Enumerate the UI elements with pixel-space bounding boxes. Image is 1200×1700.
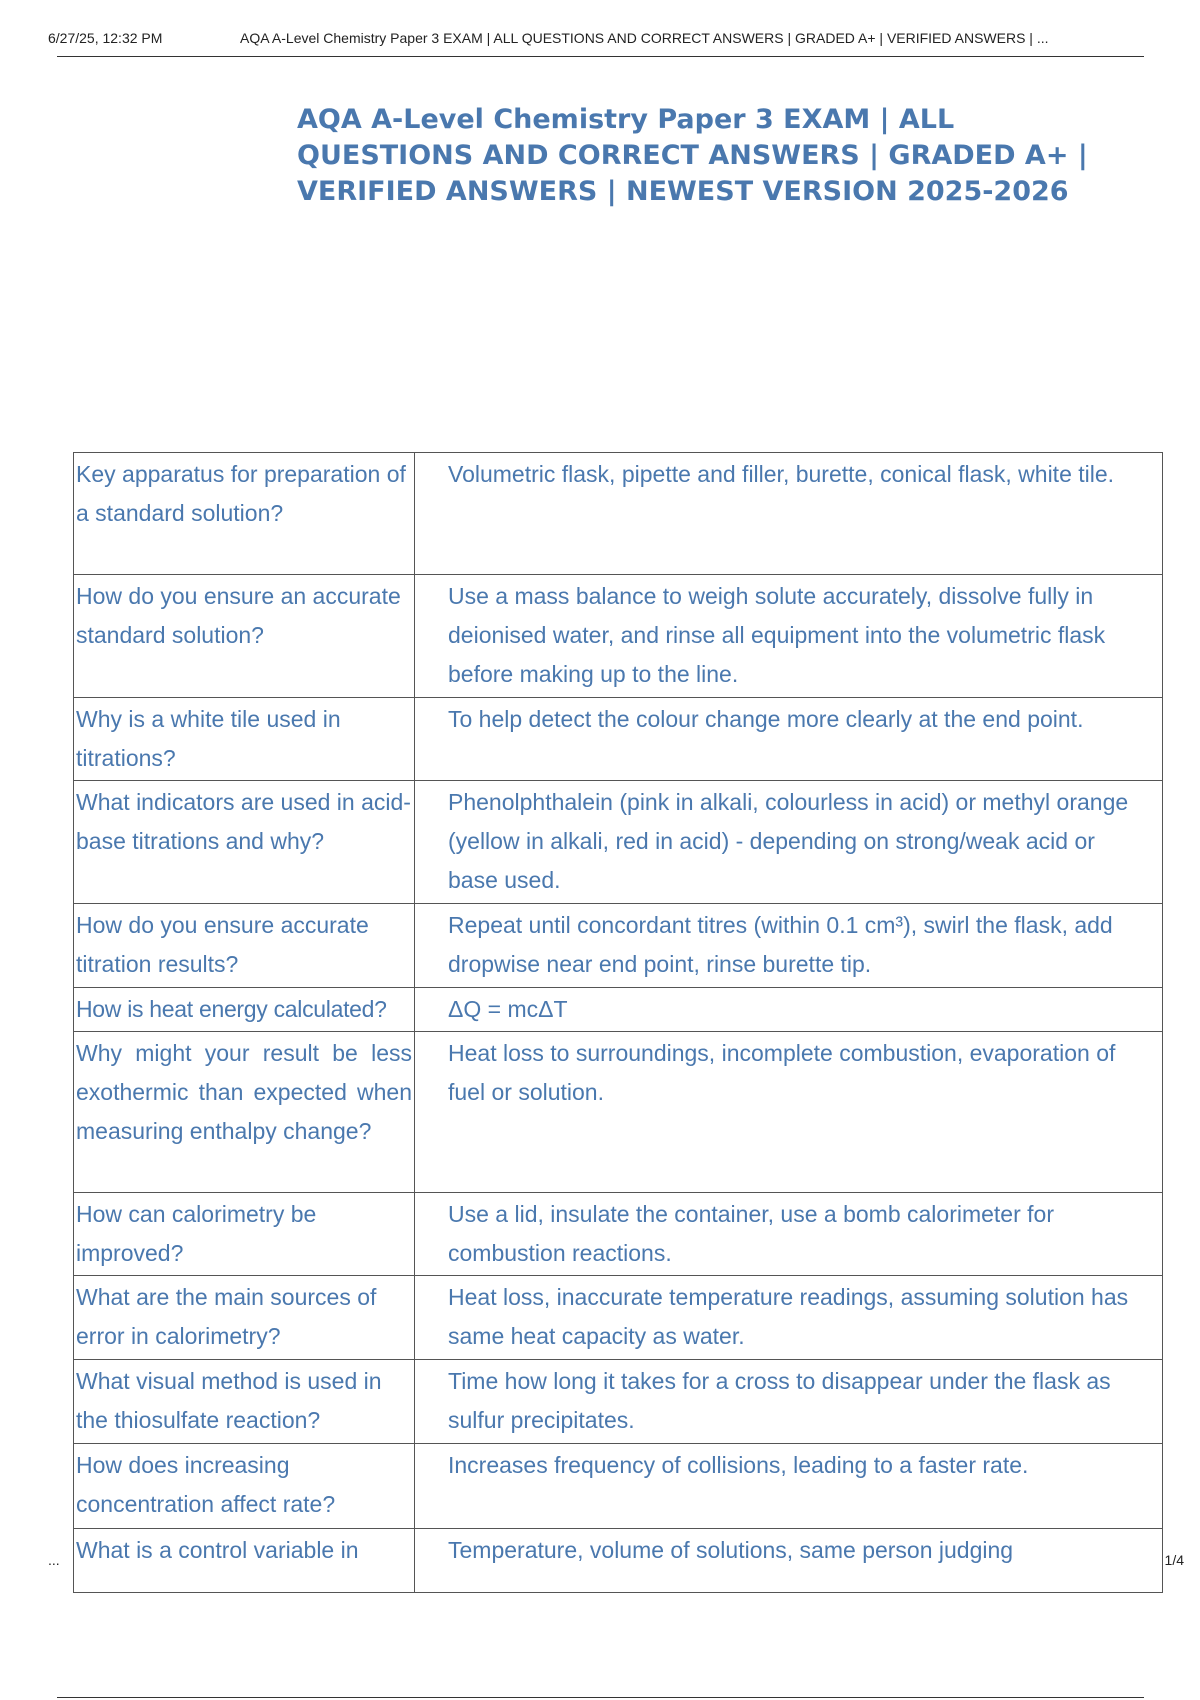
table-row (74, 698, 1163, 781)
question-cell: What are the main sources of error in calorimetry? (74, 1276, 415, 1360)
answer-cell: ΔQ = mcΔT (415, 988, 1163, 1032)
table-row (74, 1360, 1163, 1444)
question-cell: Why might your result be less exothermic than expected when measuring enthalpy change? (74, 1032, 415, 1193)
table-row (74, 575, 1163, 698)
table-row (74, 781, 1163, 904)
question-cell: What visual method is used in the thiosulfate reaction? (74, 1360, 415, 1444)
answer-cell: Heat loss, inaccurate temperature readings, assuming solution has same heat capacity as water. (415, 1276, 1163, 1360)
question-cell: Why is a white tile used in titrations? (74, 698, 415, 781)
print-page-title: AQA A-Level Chemistry Paper 3 EXAM | ALL QUESTIONS AND CORRECT ANSWERS | GRADED A+ | VERIFIED ANSWERS | ... (240, 30, 1049, 46)
answer-cell: Use a mass balance to weigh solute accurately, dissolve fully in deionised water, and rinse all equipment into the volumetric flask before making up to the line. (415, 575, 1163, 698)
answer-cell: To help detect the colour change more clearly at the end point. (415, 698, 1163, 781)
answer-cell: Use a lid, insulate the container, use a bomb calorimeter for combustion reactions. (415, 1193, 1163, 1276)
answer-cell: Heat loss to surroundings, incomplete combustion, evaporation of fuel or solution. (415, 1032, 1163, 1193)
question-cell: How do you ensure an accurate standard solution? (74, 575, 415, 698)
header-divider (57, 56, 1144, 57)
footer-divider (57, 1697, 1144, 1698)
footer-ellipsis: ... (48, 1552, 60, 1568)
table-row (74, 1193, 1163, 1276)
table-row (74, 1444, 1163, 1529)
print-datetime: 6/27/25, 12:32 PM (48, 30, 163, 46)
answer-cell: Increases frequency of collisions, leading to a faster rate. (415, 1444, 1163, 1529)
question-cell: What is a control variable in (74, 1529, 415, 1593)
answer-cell: Time how long it takes for a cross to disappear under the flask as sulfur precipitates. (415, 1360, 1163, 1444)
table-row (74, 1529, 1163, 1593)
answer-cell: Repeat until concordant titres (within 0.1 cm³), swirl the flask, add dropwise near end point, rinse burette tip. (415, 904, 1163, 988)
page-number: 1/4 (1164, 1552, 1184, 1568)
table-row (74, 1276, 1163, 1360)
question-cell: What indicators are used in acid-base titrations and why? (74, 781, 415, 904)
table-row (74, 988, 1163, 1032)
answer-cell: Volumetric flask, pipette and filler, burette, conical flask, white tile. (415, 453, 1163, 575)
qa-table (73, 452, 1163, 1593)
question-cell: How do you ensure accurate titration results? (74, 904, 415, 988)
table-row (74, 453, 1163, 575)
document-title: AQA A-Level Chemistry Paper 3 EXAM | ALL QUESTIONS AND CORRECT ANSWERS | GRADED A+ | VERIFIED ANSWERS | NEWEST VERSION 2025-2026 (297, 104, 1088, 207)
table-row (74, 904, 1163, 988)
table-row (74, 1032, 1163, 1193)
answer-cell: Phenolphthalein (pink in alkali, colourless in acid) or methyl orange (yellow in alkali, red in acid) - depending on strong/weak acid or base used. (415, 781, 1163, 904)
question-cell: How is heat energy calculated? (74, 988, 415, 1032)
question-cell: Key apparatus for preparation of a standard solution? (74, 453, 415, 575)
question-cell: How does increasing concentration affect rate? (74, 1444, 415, 1529)
question-cell: How can calorimetry be improved? (74, 1193, 415, 1276)
answer-cell: Temperature, volume of solutions, same person judging (415, 1529, 1163, 1593)
